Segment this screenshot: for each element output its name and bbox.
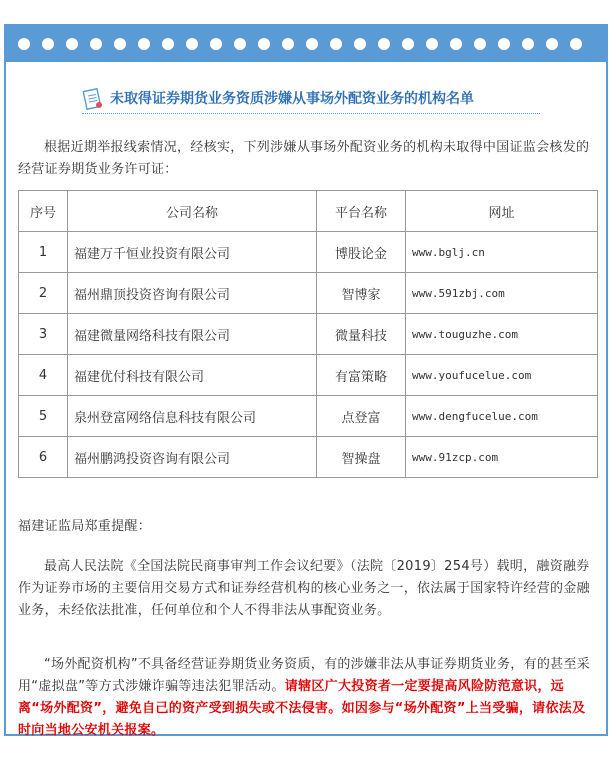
- table-row: [19, 232, 598, 273]
- platform-name: 有富策略: [317, 355, 406, 396]
- dot-decoration: [90, 38, 102, 50]
- website-url: www.youfucelue.com: [406, 355, 598, 396]
- dot-decoration: [522, 38, 534, 50]
- dot-decoration: [570, 38, 582, 50]
- dot-decoration: [66, 38, 78, 50]
- dot-decoration: [402, 38, 414, 50]
- dot-decoration: [474, 38, 486, 50]
- intro-paragraph: 根据近期举报线索情况，经核实，下列涉嫌从事场外配资业务的机构未取得中国证监会核发的经营证券期货业务许可证：: [18, 140, 590, 177]
- dot-decoration: [282, 38, 294, 50]
- column-header: 网址: [406, 191, 598, 232]
- page-title-row: [82, 86, 542, 112]
- dot-decoration: [42, 38, 54, 50]
- dot-decoration: [210, 38, 222, 50]
- platform-name: 微量科技: [317, 314, 406, 355]
- row-number: 4: [19, 355, 68, 396]
- dot-decoration: [426, 38, 438, 50]
- page-title: 未取得证券期货业务资质涉嫌从事场外配资业务的机构名单: [110, 91, 474, 107]
- company-name: 福建微量网络科技有限公司: [68, 314, 317, 355]
- dot-decoration: [138, 38, 150, 50]
- website-url: www.91zcp.com: [406, 437, 598, 478]
- dot-decoration: [330, 38, 342, 50]
- website-url: www.touguzhe.com: [406, 314, 598, 355]
- column-header: 公司名称: [68, 191, 317, 232]
- website-url: www.bglj.cn: [406, 232, 598, 273]
- platform-name: 点登富: [317, 396, 406, 437]
- dot-decoration: [378, 38, 390, 50]
- website-url: www.dengfucelue.com: [406, 396, 598, 437]
- column-header: 序号: [19, 191, 68, 232]
- company-name: 泉州登富网络信息科技有限公司: [68, 396, 317, 437]
- table-row: [19, 355, 598, 396]
- company-name: 福建万千恒业投资有限公司: [68, 232, 317, 273]
- row-number: 5: [19, 396, 68, 437]
- warning-text: “场外配资机构”不具备经营证券期货业务资质，有的涉嫌非法从事证券期货业务，有的甚至采用“虚拟盘”等方式涉嫌诈骗等违法犯罪活动。: [18, 657, 591, 694]
- title-divider: [82, 112, 540, 114]
- table-row: [19, 273, 598, 314]
- dot-decoration: [258, 38, 270, 50]
- row-number: 6: [19, 437, 68, 478]
- warning-paragraph: [18, 654, 598, 742]
- column-header: 平台名称: [317, 191, 406, 232]
- company-name: 福州鹏鸿投资咨询有限公司: [68, 437, 317, 478]
- dot-decoration: [162, 38, 174, 50]
- warning-highlight: 请辖区广大投资者一定要提高风险防范意识，远离“场外配资”，避免自己的资产受到损失或不法侵害。如因参与“场外配资”上当受骗，请依法及时向当地公安机关报案。: [18, 679, 586, 738]
- table-row: [19, 437, 598, 478]
- institution-table: [18, 190, 598, 478]
- row-number: 2: [19, 273, 68, 314]
- dot-decoration: [498, 38, 510, 50]
- dot-decoration: [450, 38, 462, 50]
- dot-decoration: [234, 38, 246, 50]
- table-row: [19, 314, 598, 355]
- dot-decoration: [18, 38, 30, 50]
- table-row: [19, 396, 598, 437]
- company-name: 福建优付科技有限公司: [68, 355, 317, 396]
- row-number: 3: [19, 314, 68, 355]
- platform-name: 智操盘: [317, 437, 406, 478]
- dot-decoration: [186, 38, 198, 50]
- website-url: www.591zbj.com: [406, 273, 598, 314]
- dot-decoration: [546, 38, 558, 50]
- company-name: 福州鼎顶投资咨询有限公司: [68, 273, 317, 314]
- platform-name: 博股论金: [317, 232, 406, 273]
- row-number: 1: [19, 232, 68, 273]
- platform-name: 智博家: [317, 273, 406, 314]
- dot-decoration: [354, 38, 366, 50]
- table-header-row: [19, 191, 598, 232]
- court-notice-paragraph: 最高人民法院《全国法院民商事审判工作会议纪要》（法院〔2019〕254号）载明，融资融券作为证券市场的主要信用交易方式和证券经营机构的核心业务之一，依法属于国家特许经营的金融业务，未经依法批准，任何单位和个人不得非法从事配资业务。: [18, 559, 590, 618]
- dot-decoration: [306, 38, 318, 50]
- dot-decoration: [114, 38, 126, 50]
- document-icon: [82, 87, 104, 111]
- reminder-heading: 福建证监局郑重提醒：: [18, 519, 152, 534]
- decorative-top-bar: [4, 24, 608, 62]
